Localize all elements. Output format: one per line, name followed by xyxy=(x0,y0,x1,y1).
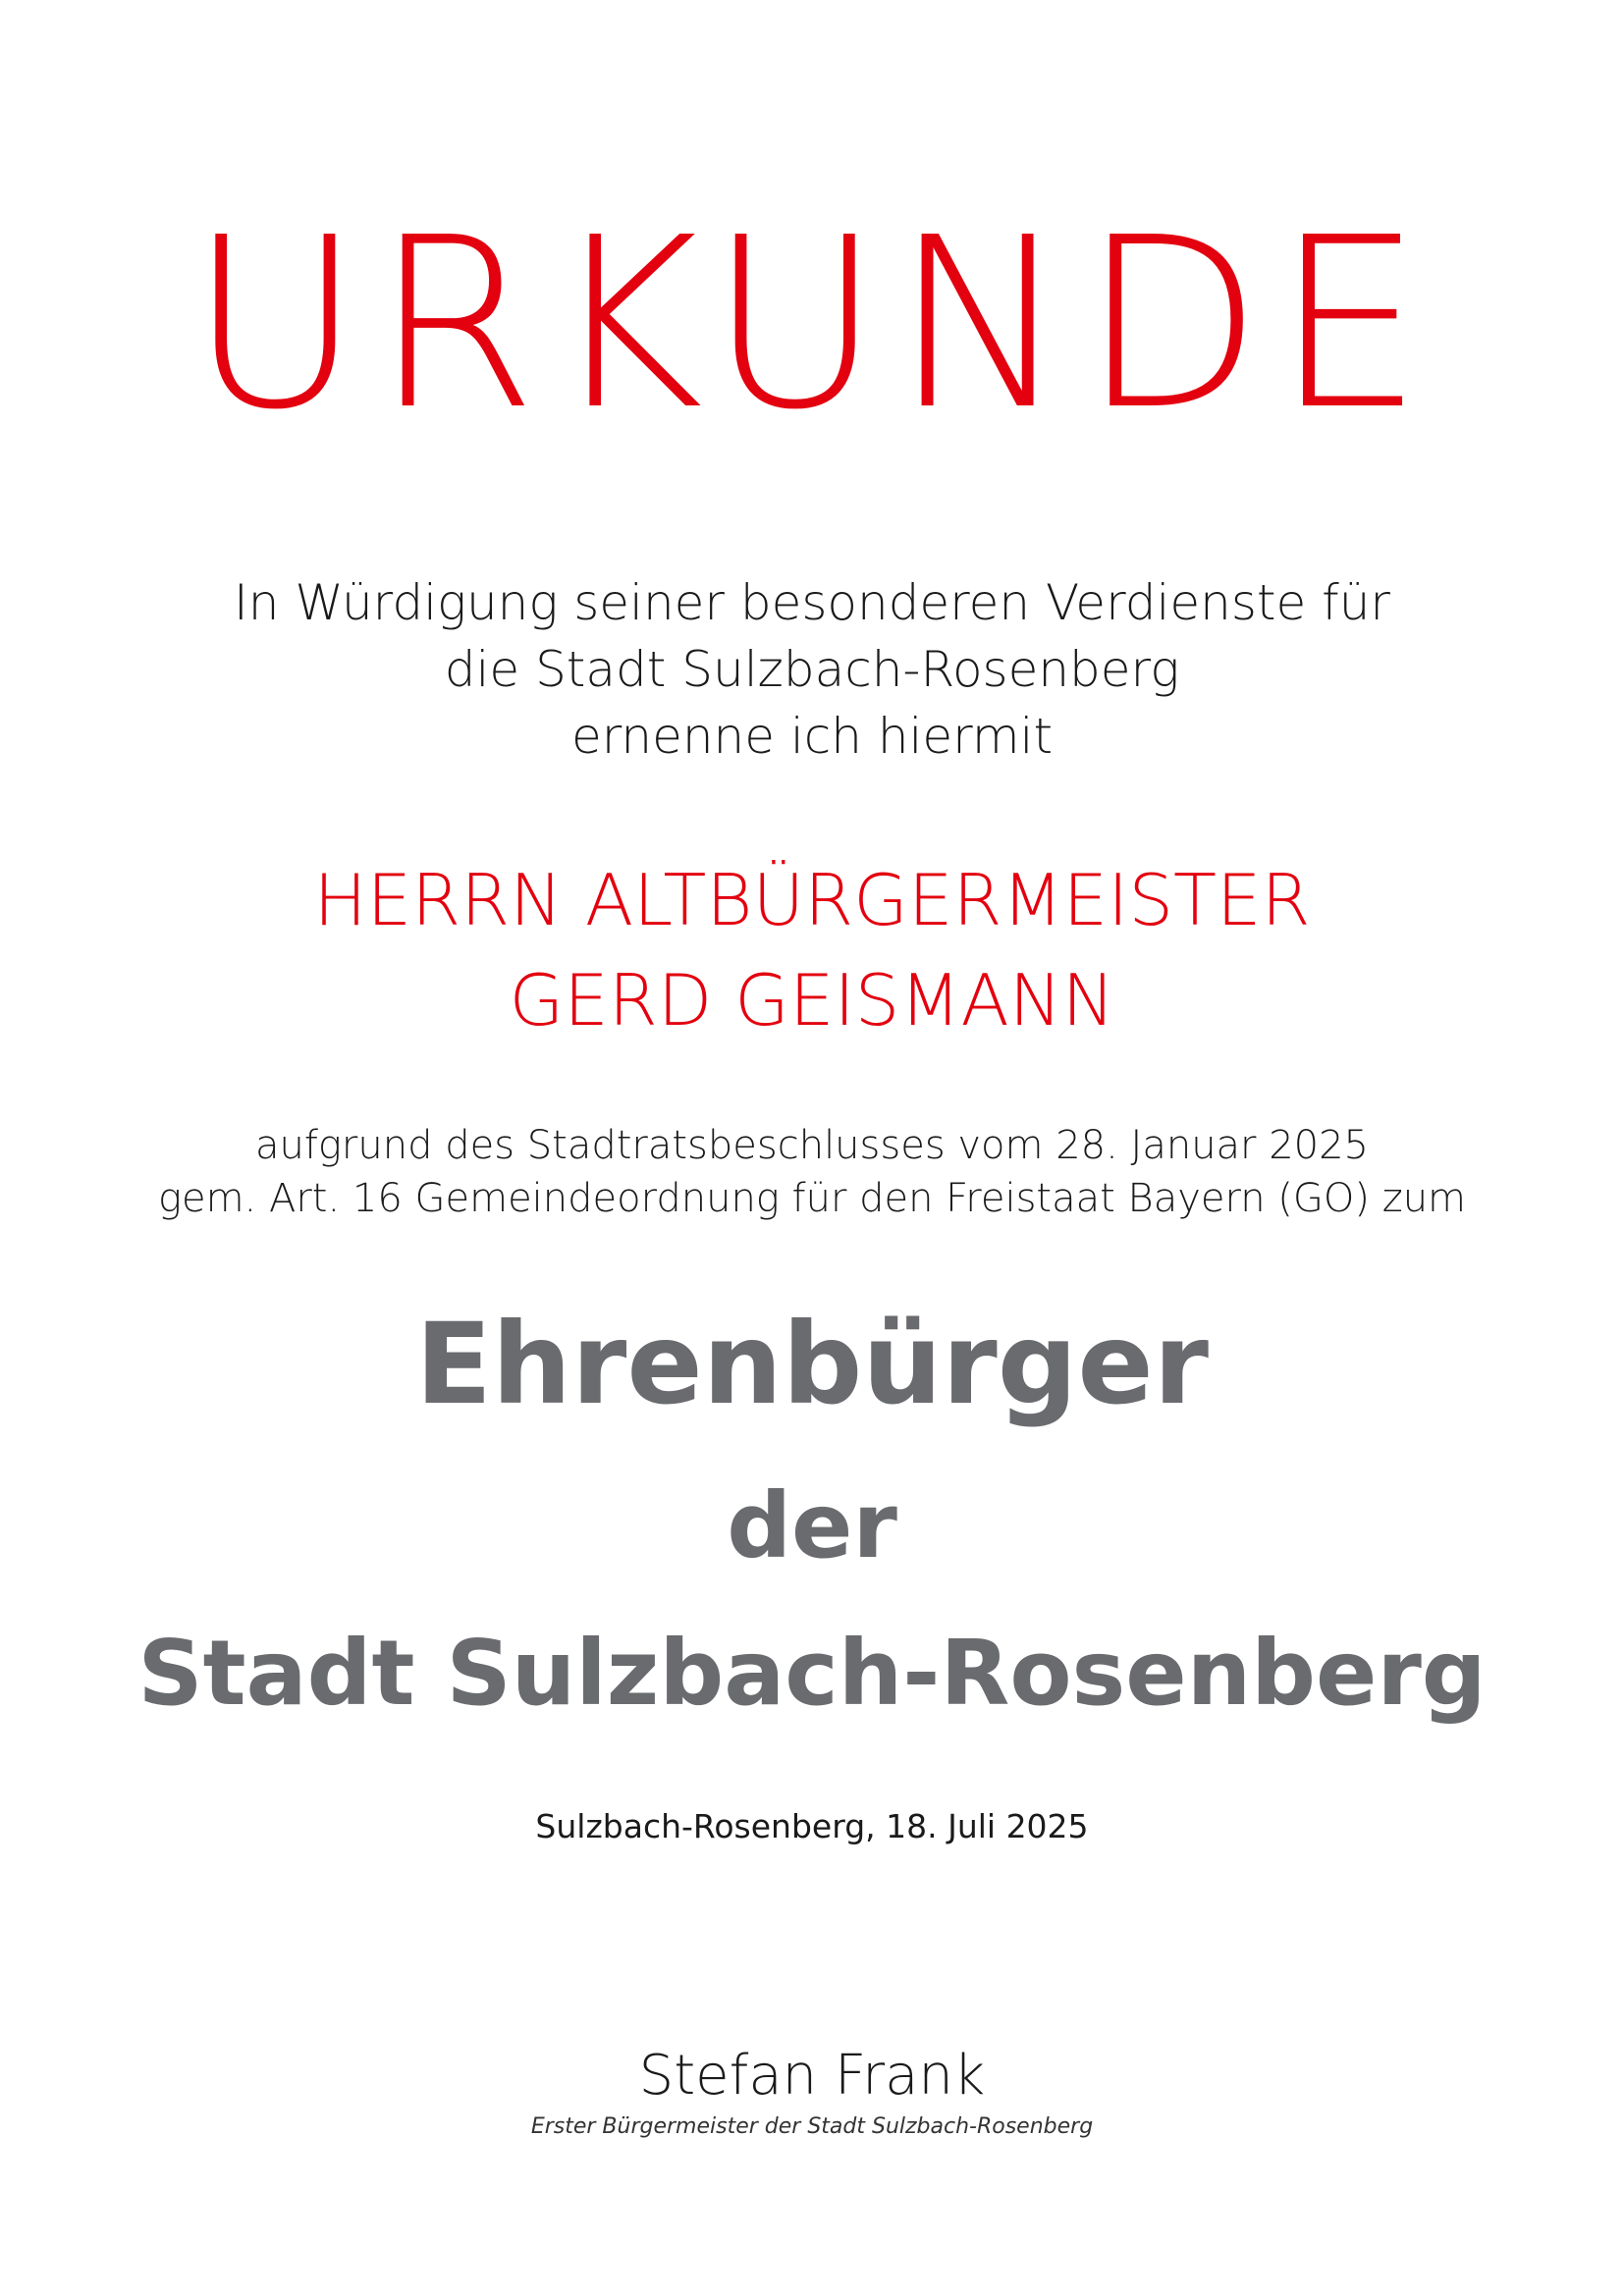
intro-line: ernenne ich hiermit xyxy=(570,708,1054,765)
honoree-name-line: GERD GEISMANN xyxy=(509,959,1115,1041)
honoree-name xyxy=(0,850,1624,1050)
signer-name: Stefan Frank xyxy=(638,2044,986,2108)
honor-city: Stadt Sulzbach-Rosenberg xyxy=(137,1621,1487,1726)
intro-line: die Stadt Sulzbach-Rosenberg xyxy=(444,641,1180,698)
certificate-title: URKUNDE xyxy=(189,187,1435,461)
signer-role: Erster Bürgermeister der Stadt Sulzbach-Rosenberg xyxy=(530,2114,1094,2139)
intro-text xyxy=(0,569,1624,770)
honor-connector: der xyxy=(727,1473,897,1578)
intro-line: In Würdigung seiner besonderen Verdienste für xyxy=(233,574,1390,631)
resolution-line: aufgrund des Stadtratsbeschlusses vom 28. Januar 2025 xyxy=(254,1123,1370,1168)
resolution-text xyxy=(0,1119,1624,1225)
resolution-line: gem. Art. 16 Gemeindeordnung für den Freistaat Bayern (GO) zum xyxy=(157,1176,1467,1221)
honoree-title-line: HERRN ALTBÜRGERMEISTER xyxy=(313,859,1311,941)
honor-title: Ehrenbürger xyxy=(415,1299,1209,1429)
place-date: Sulzbach-Rosenberg, 18. Juli 2025 xyxy=(535,1807,1089,1845)
